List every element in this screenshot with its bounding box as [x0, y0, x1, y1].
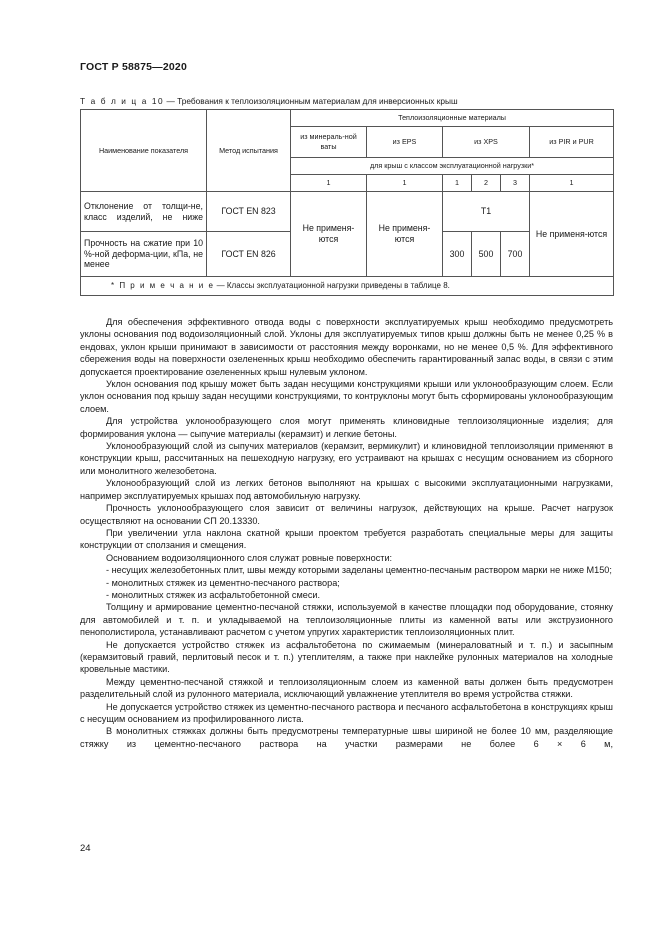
list-item: - несущих железобетонных плит, швы между которыми заделаны цементно-песчаным раствором марки не ниже М150; — [106, 565, 612, 576]
list-item: - монолитных стяжек из цементно-песчаного раствора; — [106, 577, 340, 588]
class-cell: 2 — [472, 175, 501, 192]
cell-not-applicable: Не применя-ются — [367, 192, 443, 277]
paragraph: Не допускается устройство стяжек из цементно-песчаного раствора и песчаного асфальтобетона в конструкциях крыш с несущим основанием из профилированного листа. — [80, 701, 613, 724]
paragraph: Основанием водоизоляционного слоя служат ровные поверхности: — [106, 552, 393, 563]
row-name: Прочность на сжатие при 10 %-ной деформа-ции, кПа, не менее — [81, 232, 207, 277]
table-caption — [80, 96, 458, 106]
mat-xps: из XPS — [443, 127, 530, 158]
class-cell: 1 — [530, 175, 614, 192]
note-text: — Классы эксплуатационной нагрузки приведены в таблице 8. — [214, 281, 450, 291]
paragraph: Прочность уклонообразующего слоя зависит от величины нагрузок, действующих на крыше. Расчет нагрузок осуществляют на основании СП 20.13330. — [80, 503, 613, 526]
class-cell: 1 — [291, 175, 367, 192]
paragraph: Между цементно-песчаной стяжкой и теплоизоляционным слоем из каменной ваты должен быть предусмотрен разделительный слой из рулонного материала, исключающий увлажнение утеплителя во время устройства стяжки. — [80, 676, 613, 700]
group-header: Теплоизоляционные материалы — [291, 110, 614, 127]
list-item: - монолитных стяжек из асфальтобетонной смеси. — [106, 589, 321, 600]
paragraph: При увеличении угла наклона скатной крыши проектом требуется разработать специальные меры для защиты конструкции от сползания и смещения. — [80, 527, 613, 551]
row-method: ГОСТ EN 826 — [207, 232, 291, 277]
paragraph: Для обеспечения эффективного отвода воды с поверхности эксплуатируемых крыш необходимо предусмотреть уклоны основания под водоизоляционный слой. Уклоны для эксплуатируемых типов крыш должны быть не менее 0,25 % в ендовах, уклон крыши принимают в зависимости от расстояния между воронками, но не менее 0,5 %. Для эффективного сбережения воды на поверхности озелененных крыш необходимо обеспечить гарантированный запас воды, в связи с этим допускается проектирование озелененных крыш нулевым уклоном. — [80, 317, 613, 377]
requirements-table — [80, 109, 614, 296]
body-text — [80, 316, 613, 750]
class-cell: 1 — [443, 175, 472, 192]
paragraph: Уклонообразующий слой из легких бетонов выполняют на крышах с высокими эксплуатационными нагрузками, например эксплуатируемых крышах под автомобильную нагрузку. — [80, 478, 613, 501]
mat-pir: из PIR и PUR — [530, 127, 614, 158]
table-caption-label: Т а б л и ц а 10 — [80, 96, 165, 106]
paragraph: Уклон основания под крышу может быть задан несущими конструкциями крыши или уклонообразующим слоем. Если уклон основания под крышу задан несущими конструкциями, то контруклоны могут быть сформированы уклонообразующим слоем. — [80, 379, 613, 414]
cell-not-applicable: Не применя-ются — [530, 192, 614, 277]
load-class-header: для крыш с классом эксплуатационной нагрузки* — [291, 158, 614, 175]
row-name: Отклонение от толщи-не, класс изделий, не ниже — [81, 192, 207, 232]
table-caption-text: — Требования к теплоизоляционным материалам для инверсионных крыш — [164, 96, 458, 106]
paragraph: В монолитных стяжках должны быть предусмотрены температурные швы шириной не более 10 мм, разделяющие стяжку из цементно-песчаного раствора на участки размерами не более 6 × 6 м, — [80, 726, 613, 749]
cell-xps-t1: Т1 — [443, 192, 530, 232]
mat-minwool: из минераль-ной ваты — [291, 127, 367, 158]
paragraph: Не допускается устройство стяжек из асфальтобетона по сжимаемым (минераловатный и т. п.) и засыпным (керамзитовый гравий, перлитовый песок и т. п.) утеплителям, а также при наклейке рулонных материалов на холодные кровельные мастики. — [80, 639, 613, 675]
cell-xps-value: 300 — [443, 232, 472, 277]
note-label: * П р и м е ч а н и е — [111, 281, 215, 291]
mat-eps: из EPS — [367, 127, 443, 158]
document-header: ГОСТ Р 58875—2020 — [80, 61, 188, 73]
col-header-name: Наименование показателя — [81, 110, 207, 192]
cell-xps-value: 500 — [472, 232, 501, 277]
col-header-method: Метод испытания — [207, 110, 291, 192]
paragraph: Уклонообразующий слой из сыпучих материалов (керамзит, вермикулит) и клиновидной теплоизоляции применяют в конструкции крыш, рассчитанных на пешеходную нагрузку, его устраивают на крышах с несущим основанием из сборного или монолитного железобетона. — [80, 441, 613, 476]
class-cell: 1 — [367, 175, 443, 192]
paragraph: Для устройства уклонообразующего слоя могут применять клиновидные теплоизоляционные изделия; для формирования уклона — сыпучие материалы (керамзит) и легкие бетоны. — [80, 416, 613, 439]
row-method: ГОСТ EN 823 — [207, 192, 291, 232]
cell-xps-value: 700 — [501, 232, 530, 277]
paragraph: Толщину и армирование цементно-песчаной стяжки, используемой в качестве площадки под оборудование, стоянку для автомобилей и т. п. и укладываемой на теплоизоляционные плиты из каменной ваты или экструзионного пенополистирола, устанавливают расчетом с учетом упругих характеристик теплоизоляционных плит. — [80, 602, 613, 638]
class-cell: 3 — [501, 175, 530, 192]
cell-not-applicable: Не применя-ются — [291, 192, 367, 277]
page-number: 24 — [80, 843, 91, 854]
table-note — [81, 277, 614, 296]
